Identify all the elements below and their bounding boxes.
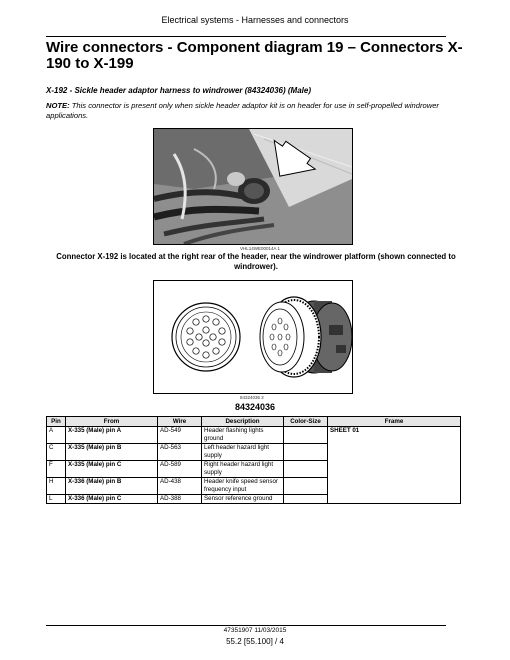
- description-cell: Header flashing lights ground: [202, 427, 284, 444]
- from-cell: X-335 (Male) pin C: [66, 461, 158, 478]
- header-divider: [46, 36, 446, 37]
- from-cell: X-335 (Male) pin B: [66, 444, 158, 461]
- color-size-cell: [284, 478, 328, 495]
- running-header: Electrical systems - Harnesses and connectors: [161, 15, 349, 25]
- color-size-cell: [284, 461, 328, 478]
- pin-cell: A: [47, 427, 66, 444]
- table-header-row: [47, 417, 461, 427]
- footer-divider: [46, 625, 446, 626]
- header-description: Description: [202, 417, 284, 427]
- table-row: [47, 427, 461, 444]
- pin-table: [46, 416, 461, 504]
- from-cell: X-336 (Male) pin B: [66, 478, 158, 495]
- header-from: From: [66, 417, 158, 427]
- note-label: NOTE:: [46, 101, 70, 110]
- wire-cell: AD-563: [158, 444, 202, 461]
- pin-cell: H: [47, 478, 66, 495]
- description-cell: Right header hazard light supply: [202, 461, 284, 478]
- wire-cell: AD-589: [158, 461, 202, 478]
- color-size-cell: [284, 495, 328, 504]
- header-pin: Pin: [47, 417, 66, 427]
- connector-drawing: [153, 280, 353, 394]
- part-number: 84324036: [234, 402, 276, 412]
- installed-connector-illustration: [154, 129, 352, 244]
- description-cell: Header knife speed sensor frequency input: [202, 478, 284, 495]
- color-size-cell: [284, 427, 328, 444]
- from-cell: X-336 (Male) pin C: [66, 495, 158, 504]
- pin-cell: L: [47, 495, 66, 504]
- color-size-cell: [284, 444, 328, 461]
- footer-page-number: 55.2 [55.100] / 4: [226, 637, 284, 646]
- photo-label: VHL14WE00014A 1: [240, 246, 281, 251]
- pin-cell: F: [47, 461, 66, 478]
- footer-doc-id: 47351907 11/03/2015: [223, 627, 287, 634]
- header-frame: Frame: [328, 417, 461, 427]
- note-paragraph: [46, 101, 446, 121]
- drawing-label: 84324036 2: [240, 395, 264, 400]
- frame-cell: SHEET 01: [328, 427, 461, 504]
- wire-cell: AD-438: [158, 478, 202, 495]
- connector-face-illustration: [154, 281, 352, 393]
- description-cell: Sensor reference ground: [202, 495, 284, 504]
- wire-cell: AD-549: [158, 427, 202, 444]
- installed-connector-photo: [153, 128, 353, 245]
- from-cell: X-335 (Male) pin A: [66, 427, 158, 444]
- wire-cell: AD-388: [158, 495, 202, 504]
- header-wire: Wire: [158, 417, 202, 427]
- description-cell: Left header hazard light supply: [202, 444, 284, 461]
- pin-cell: C: [47, 444, 66, 461]
- connector-subtitle: X-192 - Sickle header adaptor harness to windrower (84324036) (Male): [46, 86, 311, 95]
- note-text: This connector is present only when sickle header adaptor kit is on header for use in self-propelled windrower applications.: [46, 101, 439, 120]
- figure-caption: Connector X-192 is located at the right rear of the header, near the windrower platform (shown connected to windrower).: [56, 252, 456, 271]
- header-color-size: Color-Size: [284, 417, 328, 427]
- section-title: Wire connectors - Component diagram 19 – Connectors X-190 to X-199: [46, 39, 463, 72]
